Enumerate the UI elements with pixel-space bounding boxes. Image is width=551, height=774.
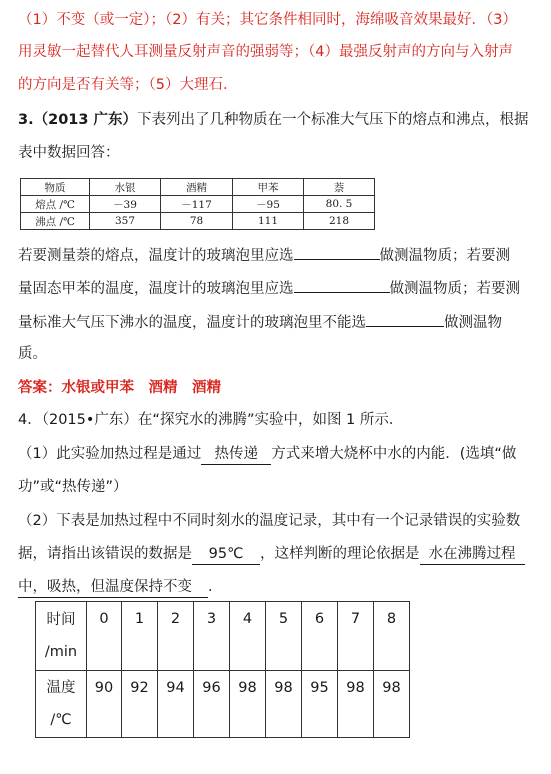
time-cell: 3 xyxy=(194,602,230,671)
q4-text: （1）此实验加热过程是通过 xyxy=(18,446,202,462)
q3-paragraph-line-2 xyxy=(18,278,520,299)
time-cell: 7 xyxy=(338,602,374,671)
temp-cell: 98 xyxy=(266,671,302,738)
table-header-row xyxy=(21,179,375,196)
temp-cell: 92 xyxy=(122,671,158,738)
time-cell: 5 xyxy=(266,602,302,671)
q3-source: （2013 广东） xyxy=(33,112,138,128)
q4-answer-reason-a: 水在沸腾过程 xyxy=(420,544,525,565)
table-header-cell: 萘 xyxy=(304,179,375,196)
table-cell: －95 xyxy=(233,196,304,213)
time-cell: 4 xyxy=(230,602,266,671)
table-cell: －39 xyxy=(90,196,161,213)
q3-answer: 答案：水银或甲苯 酒精 酒精 xyxy=(18,380,221,396)
q3-text: 做测温物质；若要测 xyxy=(379,248,510,264)
label-text: 温度 xyxy=(46,680,76,696)
table-cell: 80. 5 xyxy=(304,196,375,213)
row-label-temperature xyxy=(36,671,87,738)
temp-cell: 96 xyxy=(194,671,230,738)
answer-blank xyxy=(366,312,444,327)
table-cell: －117 xyxy=(161,196,233,213)
q3-number: 3. xyxy=(18,112,34,128)
q4-sub2-line-2 xyxy=(18,544,525,565)
table-row-time xyxy=(36,602,410,671)
prev-answer-line-2: 用灵敏一起替代人耳测量反射声音的强弱等；（4）最强反射声的方向与入射声 xyxy=(18,44,513,60)
q4-answer-reason-b: 中，吸热，但温度保持不变 xyxy=(18,577,208,598)
label-text: 时间 xyxy=(46,612,76,628)
table-header-cell: 物质 xyxy=(21,179,90,196)
temp-cell: 98 xyxy=(374,671,410,738)
table-row-temperature xyxy=(36,671,410,738)
q4-text: 方式来增大烧杯中水的内能．(选填“做 xyxy=(271,446,517,462)
melting-boiling-table xyxy=(20,178,375,230)
q3-stem-line-2: 表中数据回答： xyxy=(18,145,120,161)
table-cell: 沸点 /℃ xyxy=(21,213,90,230)
q3-paragraph-line-4: 质。 xyxy=(18,346,47,362)
table-cell: 218 xyxy=(304,213,375,230)
table-cell: 熔点 /℃ xyxy=(21,196,90,213)
temp-cell: 98 xyxy=(338,671,374,738)
time-cell: 2 xyxy=(158,602,194,671)
answer-blank xyxy=(294,245,380,260)
table-header-cell: 水银 xyxy=(90,179,161,196)
q3-paragraph-line-3 xyxy=(18,312,502,333)
table-header-cell: 酒精 xyxy=(161,179,233,196)
q3-paragraph-line-1 xyxy=(18,245,510,266)
q4-text: ． xyxy=(208,579,223,595)
label-unit: /min xyxy=(44,644,78,660)
table-cell: 357 xyxy=(90,213,161,230)
q3-stem-a: 下表列出了几种物质在一个标准大气压下的熔点和沸点，根据 xyxy=(137,112,529,128)
table-cell: 78 xyxy=(161,213,233,230)
prev-answer-line-3: 的方向是否有关等；（5）大理石． xyxy=(18,77,238,93)
table-row xyxy=(21,196,375,213)
temp-cell: 90 xyxy=(87,671,122,738)
q4-stem: 4．（2015•广东）在“探究水的沸腾”实验中，如图 1 所示． xyxy=(18,412,404,428)
prev-answer-line-1: （1）不变（或一定）；（2）有关；其它条件相同时，海绵吸音效果最好．（3） xyxy=(18,12,517,28)
q3-stem-line-1 xyxy=(18,110,529,130)
table-header-cell: 甲苯 xyxy=(233,179,304,196)
q4-sub1-line-1 xyxy=(18,444,516,465)
label-unit: /℃ xyxy=(50,712,72,728)
q3-text: 做测温物质；若要测 xyxy=(389,281,520,297)
answer-blank xyxy=(294,278,390,293)
time-cell: 0 xyxy=(87,602,122,671)
q4-text: ，这样判断的理论依据是 xyxy=(260,546,420,562)
row-label-time xyxy=(36,602,87,671)
table-cell: 111 xyxy=(233,213,304,230)
temp-cell: 95 xyxy=(302,671,338,738)
temp-cell: 98 xyxy=(230,671,266,738)
q4-answer-heat-transfer: 热传递 xyxy=(201,444,271,465)
q4-answer-wrong-value: 95℃ xyxy=(192,544,260,565)
table-row xyxy=(21,213,375,230)
q4-sub1-line-2: 功”或“热传递”） xyxy=(18,479,128,495)
q3-text: 量标准大气压下沸水的温度，温度计的玻璃泡里不能选 xyxy=(18,315,366,331)
q3-text: 量固态甲苯的温度，温度计的玻璃泡里应选 xyxy=(18,281,294,297)
time-cell: 8 xyxy=(374,602,410,671)
time-cell: 1 xyxy=(122,602,158,671)
time-cell: 6 xyxy=(302,602,338,671)
q3-text: 做测温物 xyxy=(444,315,502,331)
q4-sub2-line-3 xyxy=(18,577,223,598)
temperature-record-table xyxy=(35,601,410,738)
temp-cell: 94 xyxy=(158,671,194,738)
q4-sub2-line-1: （2）下表是加热过程中不同时刻水的温度记录，其中有一个记录错误的实验数 xyxy=(18,513,521,529)
q4-text: 据，请指出该错误的数据是 xyxy=(18,546,192,562)
q3-text: 若要测量萘的熔点，温度计的玻璃泡里应选 xyxy=(18,248,294,264)
